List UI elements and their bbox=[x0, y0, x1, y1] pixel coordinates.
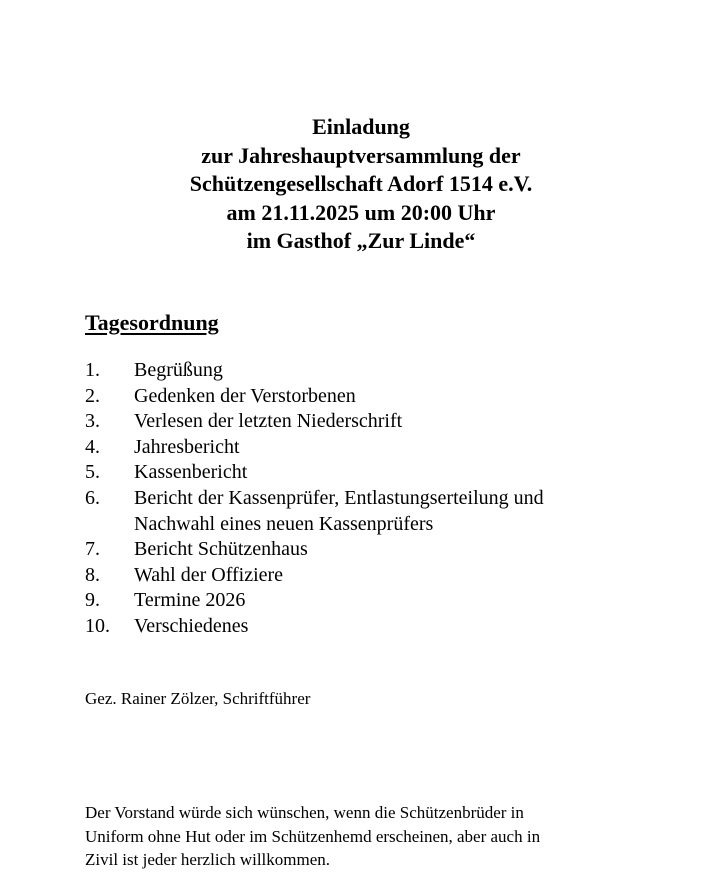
agenda-item-number: 3. bbox=[85, 410, 100, 433]
agenda-item-number: 9. bbox=[85, 589, 100, 612]
agenda-item bbox=[85, 435, 705, 461]
agenda-item-number: 4. bbox=[85, 435, 100, 458]
title-line: im Gasthof „Zur Linde“ bbox=[246, 228, 476, 254]
footer-note bbox=[85, 801, 685, 872]
agenda-item-number: 10. bbox=[85, 614, 110, 637]
invitation-title bbox=[0, 113, 722, 256]
agenda-item bbox=[85, 486, 705, 537]
agenda-item-text bbox=[134, 563, 705, 589]
title-line: am 21.11.2025 um 20:00 Uhr bbox=[226, 199, 496, 225]
agenda-item-line: Jahresbericht bbox=[134, 435, 240, 458]
agenda-item bbox=[85, 384, 705, 410]
agenda-item bbox=[85, 563, 705, 589]
agenda-item-text bbox=[134, 409, 705, 435]
agenda-item-text bbox=[134, 486, 705, 537]
agenda-item-line: Nachwahl eines neuen Kassenprüfers bbox=[134, 512, 434, 535]
agenda-item-line: Termine 2026 bbox=[134, 589, 246, 612]
agenda-item-text bbox=[134, 537, 705, 563]
agenda-item-line: Bericht der Kassenprüfer, Entlastungserteilung und bbox=[134, 486, 544, 509]
agenda-item bbox=[85, 409, 705, 435]
agenda-item-line: Begrüßung bbox=[134, 359, 223, 381]
title-line: zur Jahreshauptversammlung der bbox=[201, 142, 521, 168]
agenda-item-number: 7. bbox=[85, 538, 100, 561]
agenda-item bbox=[85, 588, 705, 614]
signature: Gez. Rainer Zölzer, Schriftführer bbox=[85, 689, 311, 708]
agenda-item-text bbox=[134, 384, 705, 410]
agenda-item-line: Verschiedenes bbox=[134, 614, 249, 637]
agenda-item-line: Verlesen der letzten Niederschrift bbox=[134, 410, 403, 433]
agenda-item-number: 2. bbox=[85, 384, 100, 407]
agenda-item bbox=[85, 358, 705, 384]
agenda-item-number: 8. bbox=[85, 563, 100, 586]
agenda-item-line: Kassenbericht bbox=[134, 461, 248, 484]
agenda-item-line: Bericht Schützenhaus bbox=[134, 538, 308, 561]
agenda-item-text bbox=[134, 614, 705, 640]
title-line: Einladung bbox=[312, 114, 410, 139]
footer-line: Der Vorstand würde sich wünschen, wenn die Schützenbrüder in bbox=[85, 803, 524, 822]
agenda-item-number: 1. bbox=[85, 359, 100, 381]
agenda-item-text bbox=[134, 358, 705, 384]
agenda-item bbox=[85, 460, 705, 486]
agenda-item-text bbox=[134, 588, 705, 614]
agenda-item bbox=[85, 537, 705, 563]
agenda-item-number: 6. bbox=[85, 486, 100, 509]
title-line: Schützengesellschaft Adorf 1514 e.V. bbox=[189, 171, 533, 197]
agenda-item-line: Gedenken der Verstorbenen bbox=[134, 384, 356, 407]
footer-line: Zivil ist jeder herzlich willkommen. bbox=[85, 850, 331, 869]
agenda-item-line: Wahl der Offiziere bbox=[134, 563, 284, 586]
agenda-item bbox=[85, 614, 705, 640]
footer-line: Uniform ohne Hut oder im Schützenhemd erscheinen, aber auch in bbox=[85, 826, 541, 846]
agenda-item-text bbox=[134, 460, 705, 486]
agenda-heading: Tagesordnung bbox=[85, 310, 219, 335]
agenda-list bbox=[85, 358, 705, 640]
agenda-item-text bbox=[134, 435, 705, 461]
agenda-item-number: 5. bbox=[85, 461, 100, 484]
